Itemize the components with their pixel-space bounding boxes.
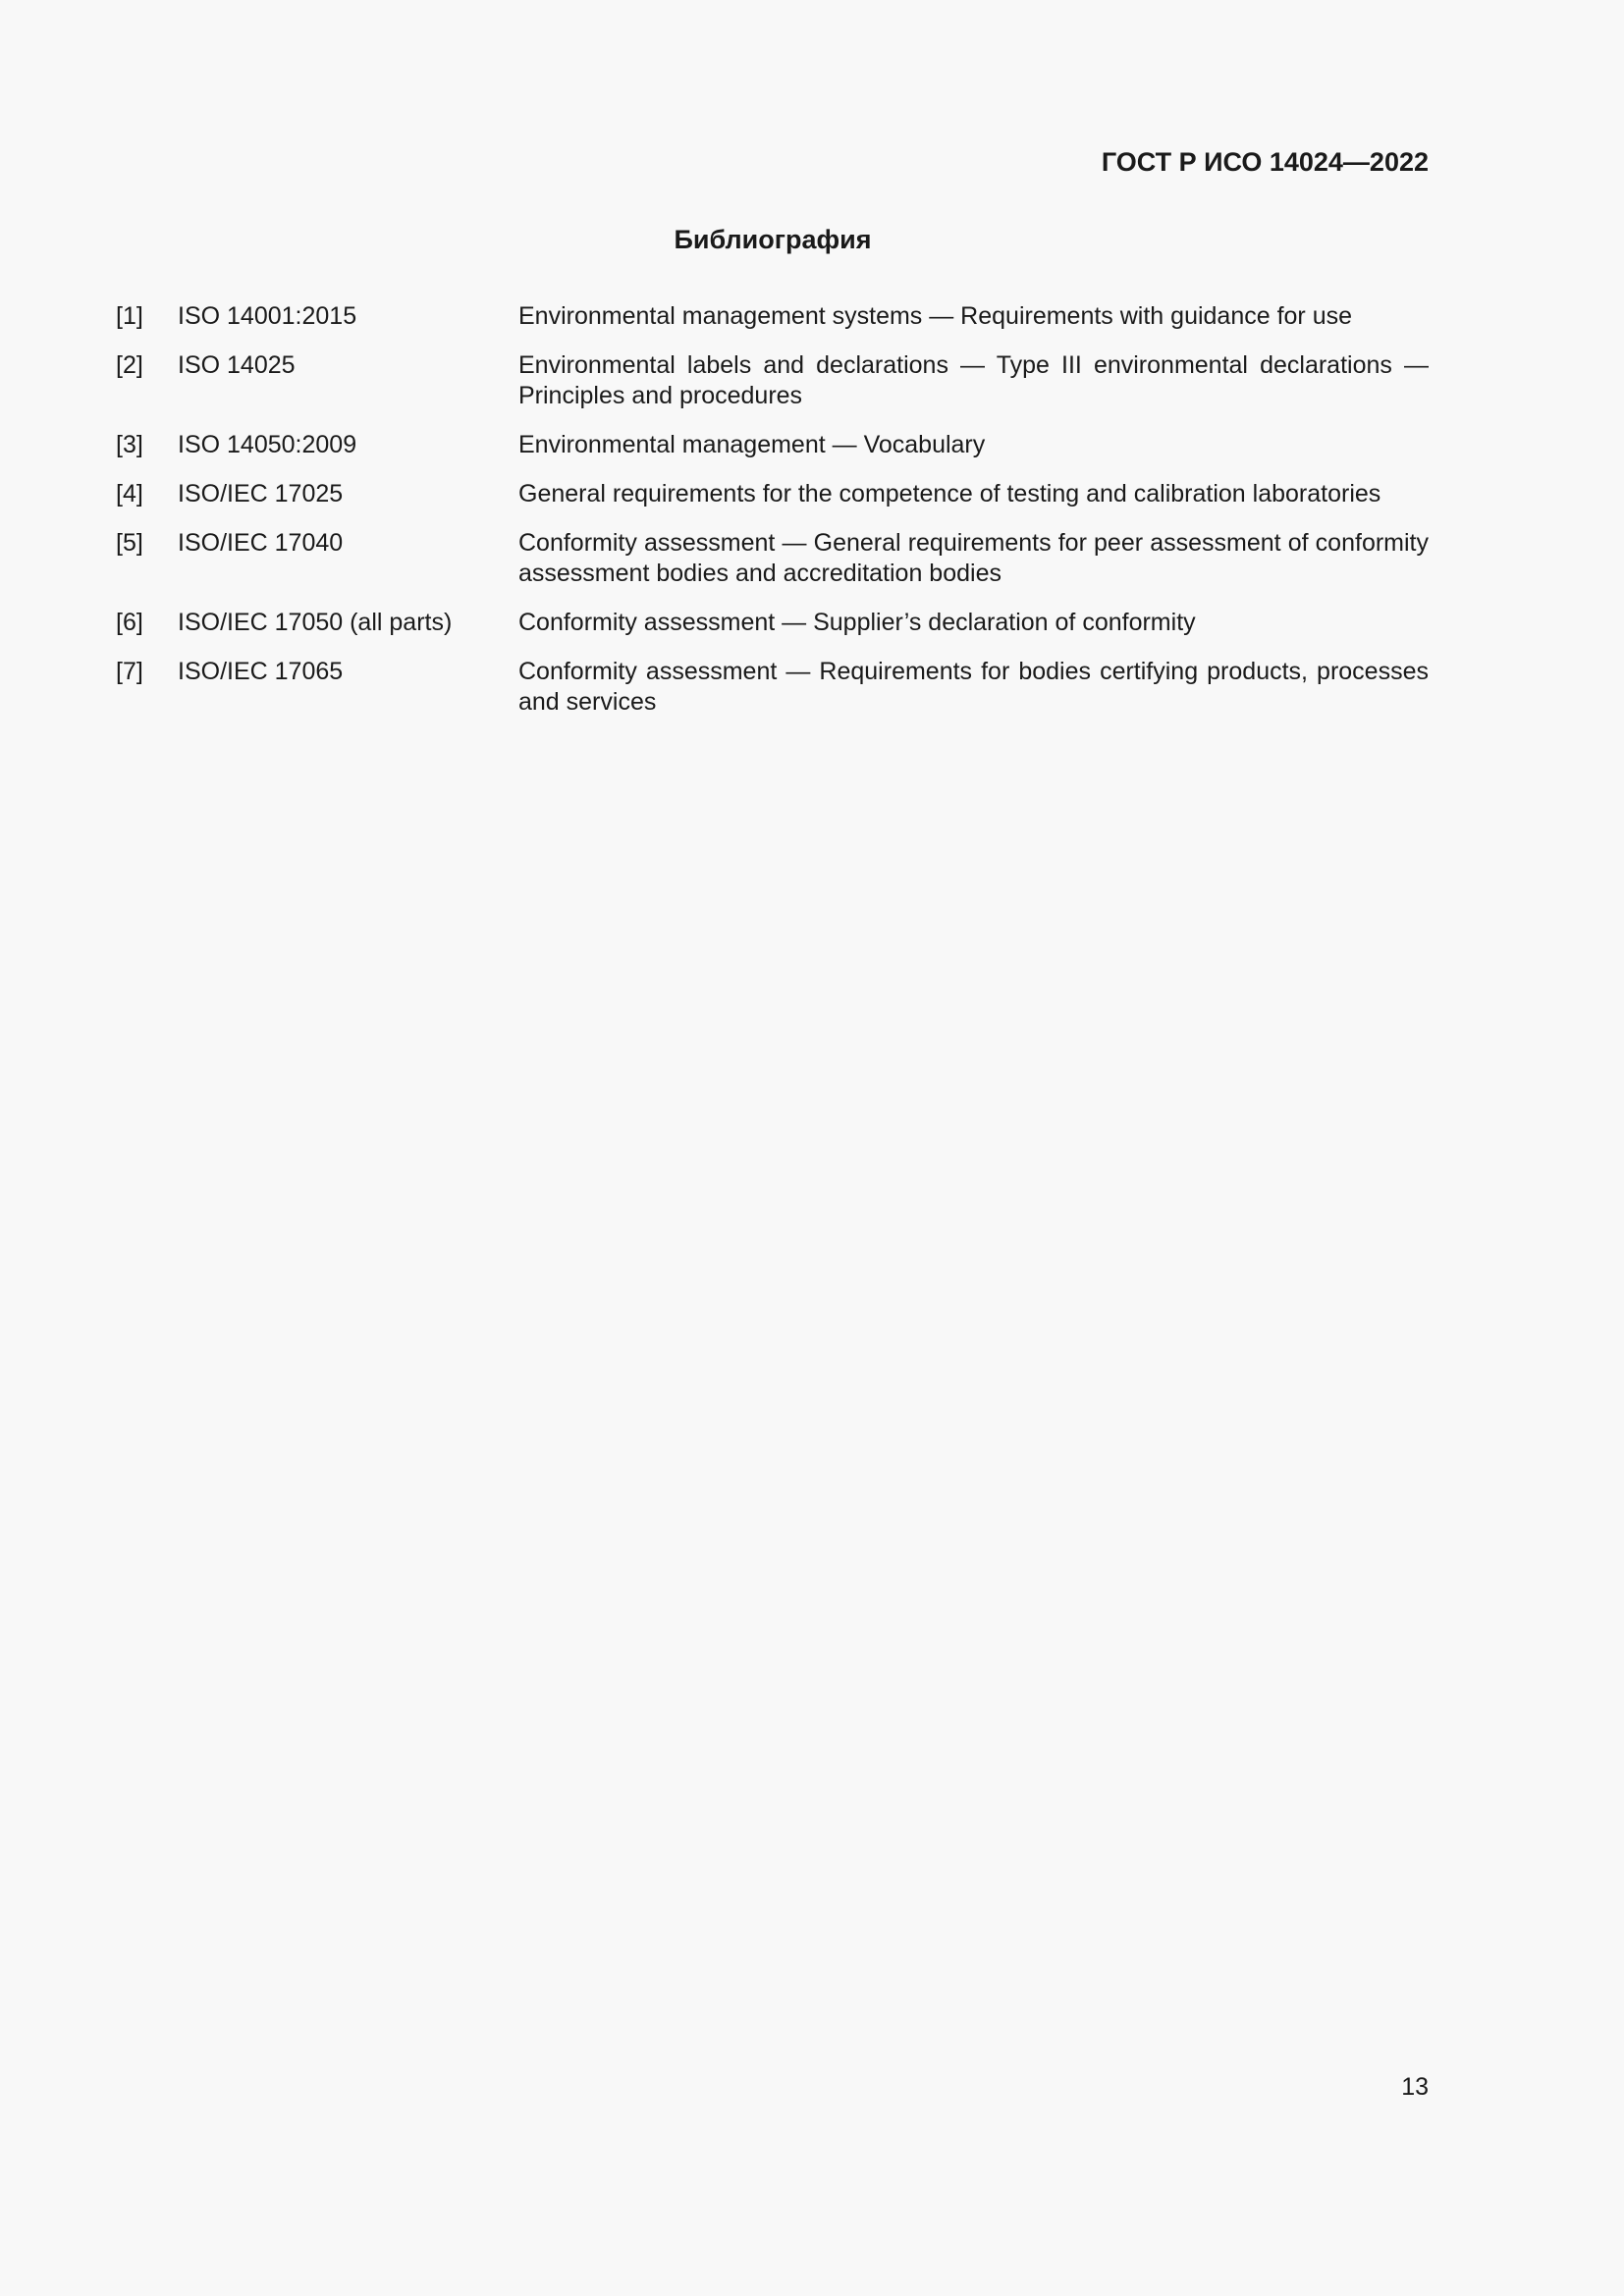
bibliography-item [116,528,1429,589]
ref-number: [4] [116,480,143,507]
ref-code: ISO/IEC 17025 [178,480,344,507]
ref-title: Conformity assessment — Requirements for bodies certifying products, processes and services [518,658,1429,716]
bibliography-item [116,430,1429,460]
section-title: Библиография [674,225,872,254]
ref-title: Environmental management — Vocabulary [518,431,986,458]
ref-code: ISO 14001:2015 [178,302,357,330]
ref-title: Conformity assessment — General requirements for peer assessment of conformity assessment bodies and accreditation bodies [518,529,1429,587]
ref-number: [3] [116,431,143,458]
ref-code: ISO 14050:2009 [178,431,357,458]
bibliography-item [116,657,1429,718]
ref-title: Conformity assessment — Supplier’s declaration of conformity [518,609,1196,636]
bibliography-item [116,608,1429,638]
ref-title: Environmental labels and declarations — Type III environmental declarations — Principles and procedures [518,351,1429,409]
ref-code: ISO/IEC 17050 (all parts) [178,609,453,636]
ref-number: [1] [116,302,143,330]
bibliography-item [116,301,1429,332]
ref-title: General requirements for the competence of testing and calibration laboratories [518,480,1381,507]
ref-code: ISO/IEC 17065 [178,658,344,685]
bibliography-list [116,301,1429,736]
ref-title: Environmental management systems — Requirements with guidance for use [518,302,1353,330]
ref-number: [5] [116,529,143,557]
ref-code: ISO 14025 [178,351,296,379]
page-number: 13 [1401,2073,1429,2101]
ref-number: [6] [116,609,143,636]
ref-number: [7] [116,658,143,685]
ref-number: [2] [116,351,143,379]
ref-code: ISO/IEC 17040 [178,529,344,557]
bibliography-item [116,350,1429,411]
document-header: ГОСТ Р ИСО 14024—2022 [1101,147,1429,177]
bibliography-item [116,479,1429,509]
